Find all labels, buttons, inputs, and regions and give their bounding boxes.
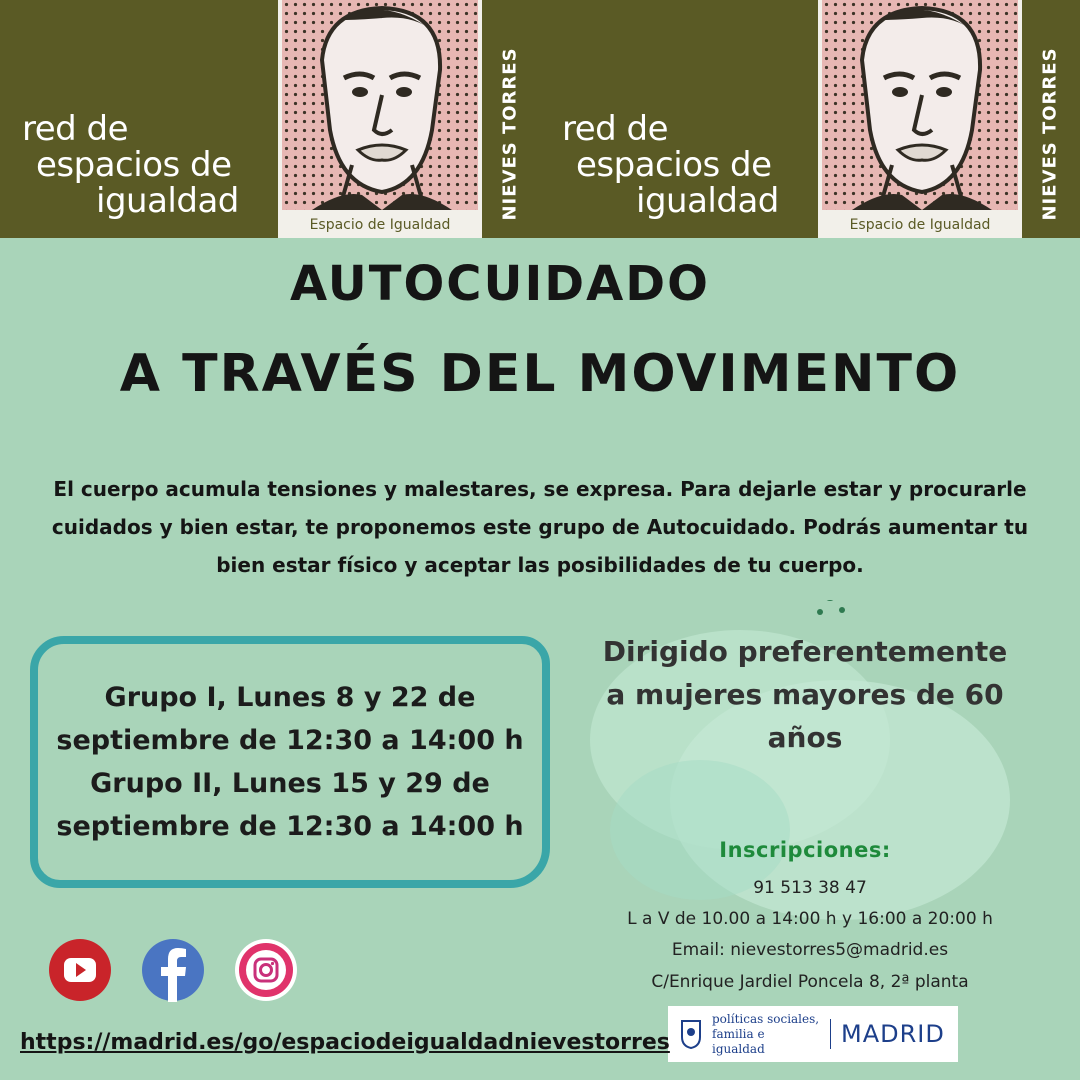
portrait-image (822, 0, 1018, 210)
program-url-link[interactable]: https://madrid.es/go/espaciodeigualdadnievestorres (20, 1030, 670, 1055)
red-espacios-logo (562, 109, 802, 221)
brand-block (0, 0, 540, 238)
group-1-schedule: Grupo I, Lunes 8 y 22 de septiembre de 12:30 a 14:00 h (56, 682, 524, 756)
logo-line: igualdad (96, 181, 239, 221)
portrait-image (282, 0, 478, 210)
page-title-line-2: A TRAVÉS DEL MOVIMENTO (119, 344, 961, 404)
header-banner (0, 0, 1080, 238)
logo-divider (830, 1019, 831, 1049)
madrid-department: políticas sociales, familia e igualdad (712, 1011, 820, 1056)
madrid-institutional-logo (668, 1006, 958, 1062)
facebook-icon[interactable] (141, 938, 205, 1002)
red-espacios-logo (22, 109, 262, 221)
logo-line: espacios de (36, 145, 232, 185)
brand-block (540, 0, 1080, 238)
portrait-card (278, 0, 482, 238)
youtube-icon[interactable] (48, 938, 112, 1002)
inscriptions-hours: L a V de 10.00 a 14:00 h y 16:00 a 20:00 h (627, 909, 993, 929)
logo-line: espacios de (576, 145, 772, 185)
center-name: NIEVES TORRES (1039, 47, 1061, 221)
intro-paragraph: El cuerpo acumula tensiones y malestares, se expresa. Para dejarle estar y procurarle cuidados y bien estar, te proponemos este grupo de Autocuidado. Podrás aumentar tu bien estar físico y aceptar las posibilidades de tu cuerpo. (51, 477, 1029, 577)
portrait-card (818, 0, 1022, 238)
logo-line: red de (22, 109, 129, 149)
target-audience: Dirigido preferentemente a mujeres mayores de 60 años (602, 635, 1008, 754)
inscriptions-address: C/Enrique Jardiel Poncela 8, 2ª planta (651, 972, 969, 992)
inscriptions-heading: Inscripciones: (719, 838, 891, 862)
madrid-wordmark: MADRID (841, 1020, 945, 1048)
logo-line: igualdad (636, 181, 779, 221)
space-caption: Espacio de Igualdad (849, 217, 991, 233)
inscriptions-email[interactable]: Email: nievestorres5@madrid.es (671, 940, 949, 960)
madrid-crest-icon (680, 1019, 702, 1049)
logo-line: red de (562, 109, 669, 149)
group-2-schedule: Grupo II, Lunes 15 y 29 de septiembre de 12:30 a 14:00 h (56, 768, 524, 842)
inscriptions-phone[interactable]: 91 513 38 47 (753, 878, 867, 898)
instagram-icon[interactable] (234, 938, 298, 1002)
center-name-vertical (495, 34, 525, 234)
page-title-line-1: AUTOCUIDADO (290, 256, 710, 312)
groups-schedule-box (30, 636, 550, 888)
space-caption: Espacio de Igualdad (309, 217, 451, 233)
center-name-vertical (1035, 34, 1065, 234)
center-name: NIEVES TORRES (499, 47, 521, 221)
